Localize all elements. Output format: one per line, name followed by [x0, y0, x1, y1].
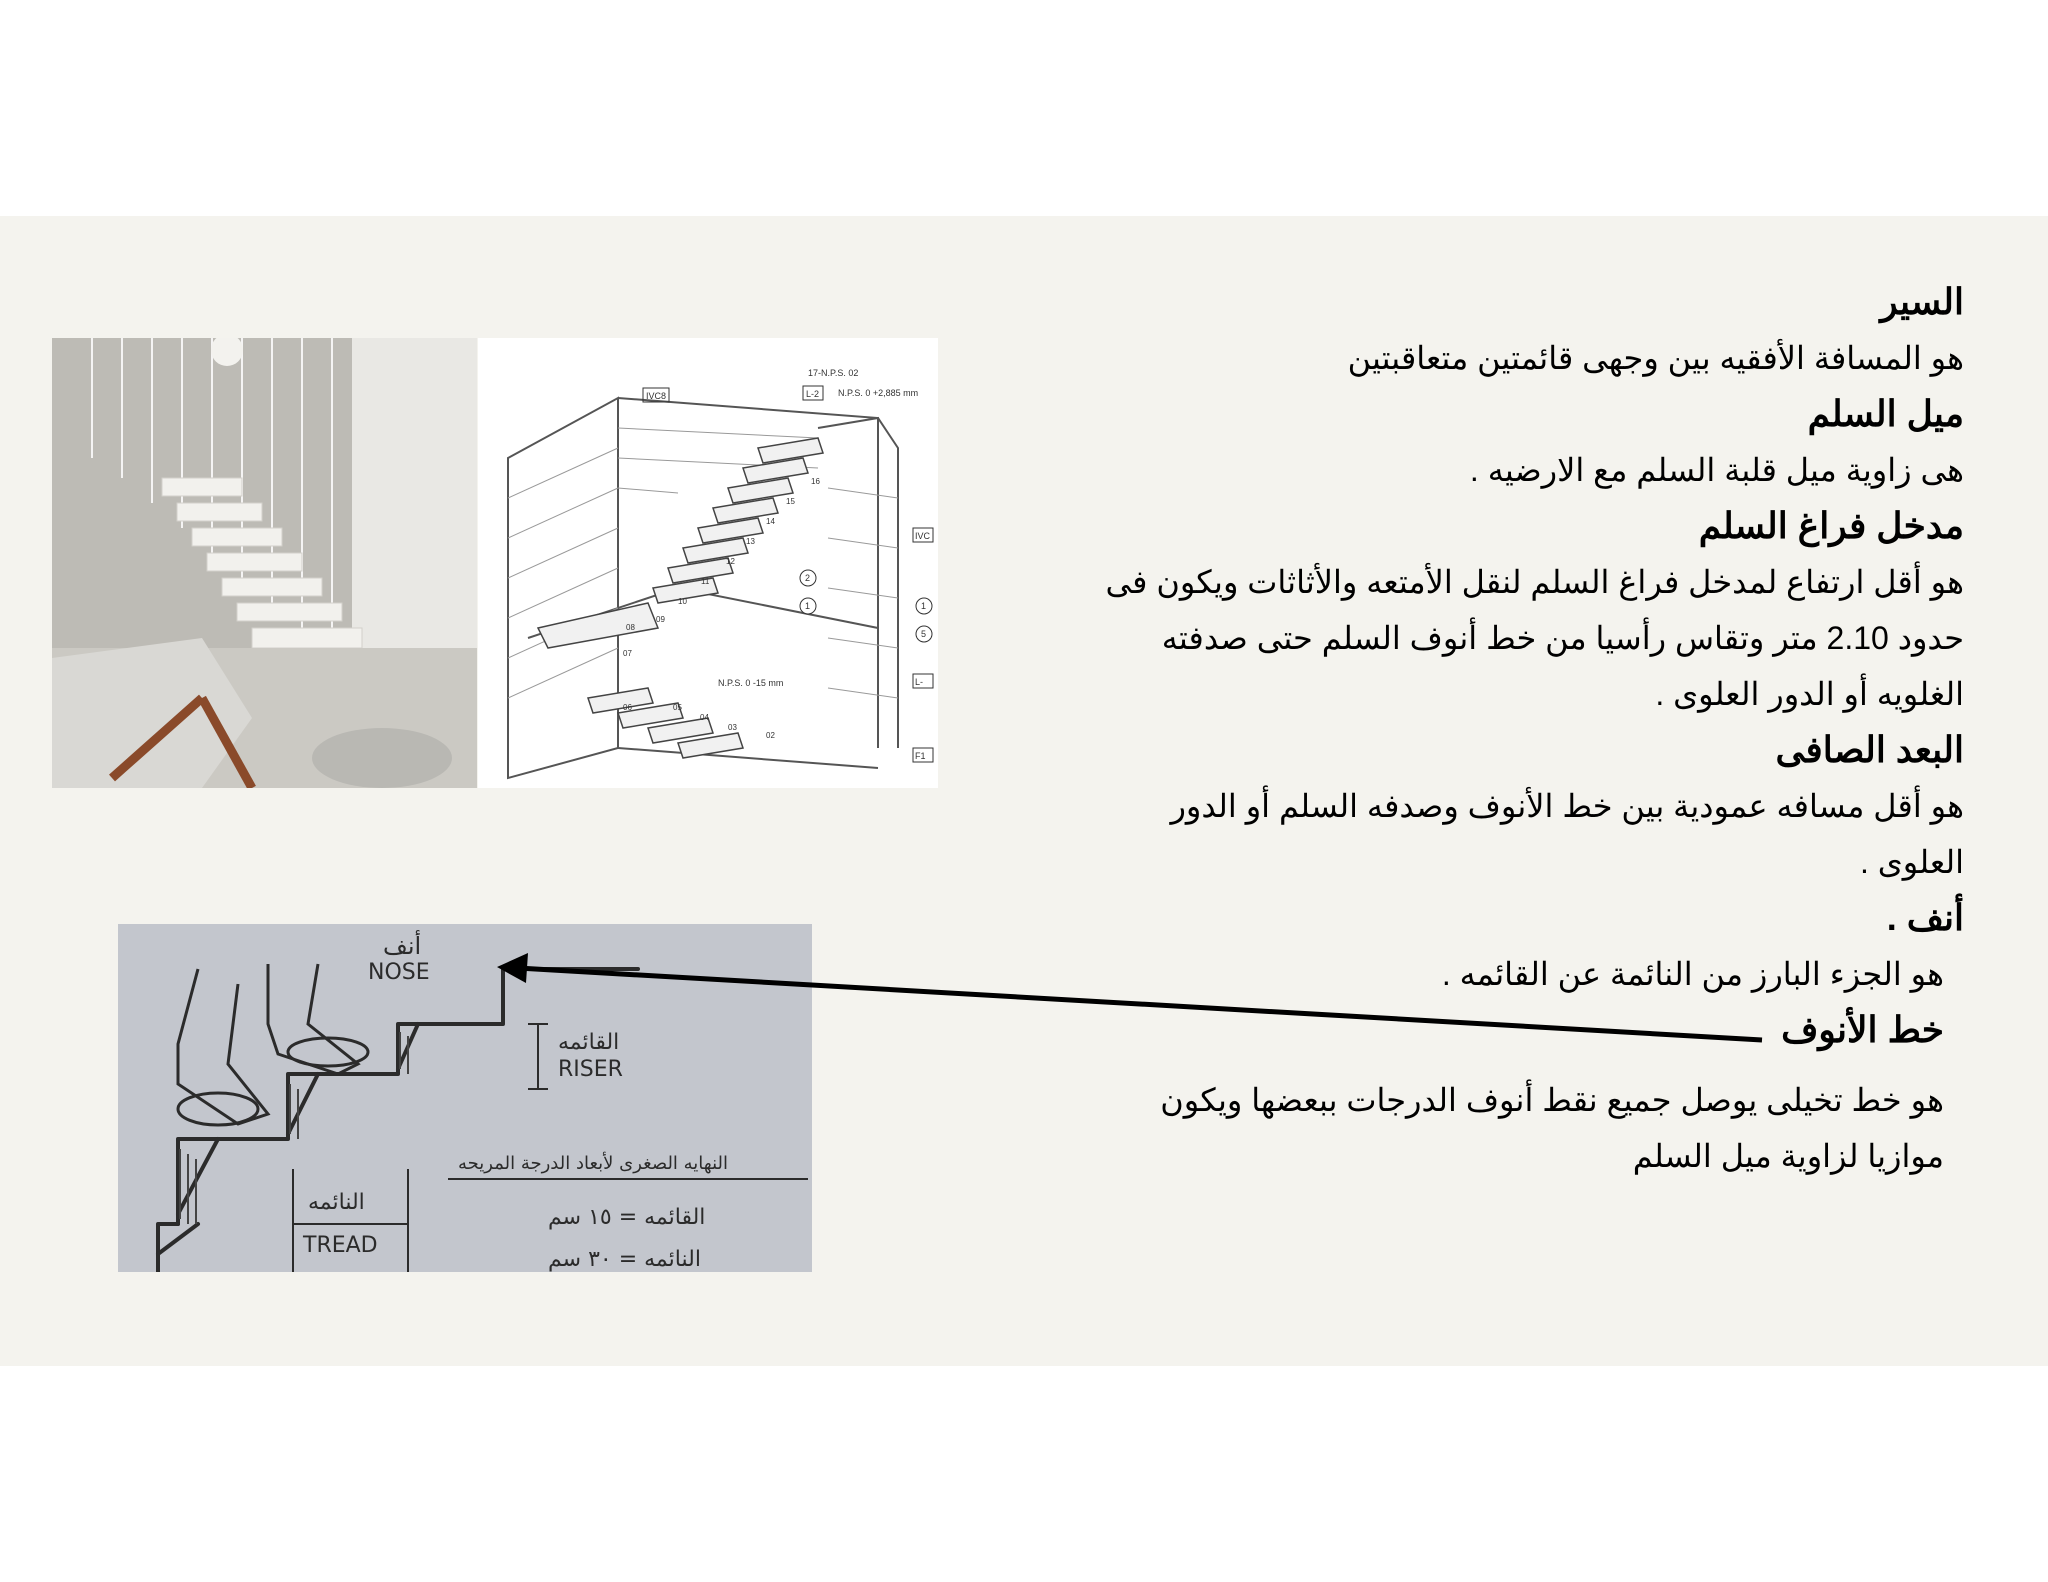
- circle-marker: 1: [921, 601, 927, 611]
- sketch-title: النهايه الصغرى لأبعاد الدرجة المريحه: [458, 1153, 729, 1174]
- tread-dimension: النائمه = ٣٠ سم: [548, 1247, 701, 1272]
- step-number: 11: [701, 577, 710, 586]
- nose-label-english: NOSE: [368, 960, 430, 985]
- step-number: 14: [766, 517, 775, 526]
- nosing-pointer-arrow: [0, 216, 2048, 1366]
- step-number: 05: [673, 703, 682, 712]
- iso-tag: L-2: [806, 389, 820, 399]
- nose-label-arabic: أنف: [383, 932, 422, 960]
- section-heading: أنف .: [1886, 897, 1964, 938]
- step-number: 08: [626, 623, 635, 632]
- step-number: 06: [623, 703, 632, 712]
- section-body-line: هو أقل ارتفاع لمدخل فراغ السلم لنقل الأمتعه والأثاثات ويكون فى: [1105, 564, 1964, 600]
- section-heading: خط الأنوف: [1781, 1009, 1944, 1050]
- step-number: 03: [728, 723, 737, 732]
- section-body-line: موازيا لزاوية ميل السلم: [1632, 1138, 1944, 1174]
- section-body-line: هو أقل مسافه عمودية بين خط الأنوف وصدفه السلم أو الدور: [1170, 788, 1964, 824]
- section-heading: مدخل فراغ السلم: [1698, 505, 1964, 546]
- section-body-line: هى زاوية ميل قلبة السلم مع الارضيه .: [1469, 452, 1964, 488]
- section-heading: السير: [1880, 281, 1964, 322]
- section-body-line: الغلويه أو الدور العلوى .: [1655, 676, 1964, 712]
- section-heading: ميل السلم: [1807, 393, 1964, 434]
- step-number: 02: [766, 731, 775, 740]
- tread-label-arabic: النائمه: [308, 1190, 365, 1215]
- iso-tag: IVC: [915, 531, 931, 541]
- step-number: 10: [678, 597, 687, 606]
- circle-marker: 5: [921, 629, 927, 639]
- iso-level-label: N.P.S. 0 +2,885 mm: [838, 388, 919, 398]
- step-number: 09: [656, 615, 665, 624]
- step-number: 15: [786, 497, 795, 506]
- step-number: 12: [726, 557, 735, 566]
- iso-tag: IVC8: [646, 391, 667, 401]
- step-number: 16: [811, 477, 820, 486]
- circle-marker: 1: [805, 601, 811, 611]
- riser-dimension: القائمه = ١٥ سم: [548, 1205, 706, 1230]
- section-body-line: حدود 2.10 متر وتقاس رأسيا من خط أنوف السلم حتى صدفته: [1161, 620, 1964, 656]
- step-number: 13: [746, 537, 755, 546]
- iso-tag: F1: [915, 751, 926, 761]
- iso-floor-label: N.P.S. 0 -15 mm: [718, 678, 784, 688]
- iso-top-label: 17-N.P.S. 02: [808, 368, 859, 378]
- section-heading: البعد الصافى: [1775, 729, 1964, 770]
- section-body-line: هو المسافة الأفقيه بين وجهى قائمتين متعاقبتين: [1347, 340, 1964, 376]
- step-number: 04: [700, 713, 709, 722]
- iso-tag: L-: [915, 677, 924, 687]
- step-number: 07: [623, 649, 632, 658]
- riser-label-english: RISER: [558, 1057, 623, 1082]
- section-body-line: العلوى .: [1859, 844, 1964, 880]
- section-body-line: هو خط تخيلى يوصل جميع نقط أنوف الدرجات ببعضها ويكون: [1160, 1082, 1944, 1118]
- slide: [0, 216, 2048, 1366]
- riser-label-arabic: القائمه: [558, 1030, 620, 1055]
- tread-label-english: TREAD: [303, 1233, 378, 1258]
- circle-marker: 2: [805, 573, 811, 583]
- section-body-line: هو الجزء البارز من النائمة عن القائمه .: [1441, 956, 1944, 992]
